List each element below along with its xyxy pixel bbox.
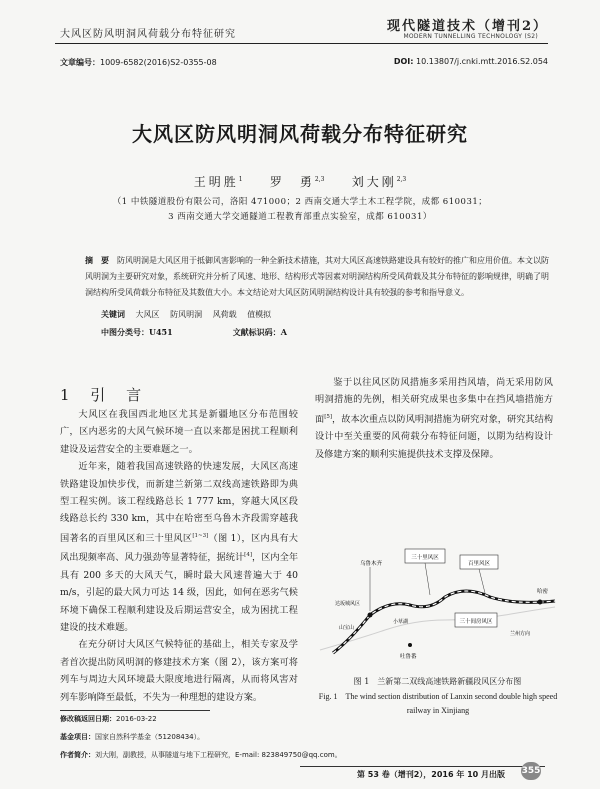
paper-title: 大风区防风明洞风荷载分布特征研究 (132, 122, 468, 146)
classification-line (101, 327, 287, 338)
author-list (0, 173, 600, 190)
footnote-label: 基金项目： (60, 733, 95, 741)
paragraph-text: 鉴于以往风区防风措施多采用挡风墙，尚无采用防风明洞措施的先例，相关研究成果也多集中在挡风墙措施方面 (315, 377, 553, 425)
label-daban: 达坂城风区 (335, 601, 361, 607)
terrain-line (320, 607, 555, 650)
article-number-value: 1009-6582(2016)S2-0355-08 (100, 58, 217, 67)
clc-label: 中图分类号： (101, 327, 149, 337)
paragraph-text: 近年来，随着我国高速铁路的快速发展，大风区高速铁路建设加快步伐，而新建兰新第二双线高速铁路即为典型工程实例。该工程线路总长 1 777 km，穿越大风区段线路总长约 330 km，其中在哈密至乌鲁木齐段需穿越我国著名的百里风区和三十里风区 (60, 461, 298, 544)
citation: [1~3] (192, 532, 209, 539)
city-dot (408, 643, 412, 647)
keyword: 大风区 (135, 310, 160, 319)
label-baili: 百里风区 (467, 561, 491, 567)
paragraph: 在充分研讨大风区气候特征的基础上，相关专家及学者首次提出防风明洞的修建技术方案（图 2），该方案可将列车与周边大风环境最大限度地进行隔离，从而将风害对列车影响降至最低，不失为一种理想的建设方案。 (60, 639, 298, 703)
abstract (85, 252, 555, 301)
author-affil-mark: 2,3 (314, 176, 325, 183)
paragraph-text: （图 1），区内具有大风出现频率高、风力强劲等显著特征，据统计 (60, 532, 298, 564)
right-column (315, 374, 553, 463)
running-header-title: 大风区防风明洞风荷载分布特征研究 (60, 29, 236, 40)
doi-value: 10.13807/j.cnki.mtt.2016.S2.054 (416, 57, 548, 66)
citation: [5] (324, 413, 333, 420)
clc-value: U451 (149, 327, 173, 337)
author-name: 刘大刚 (351, 175, 397, 189)
abstract-label: 摘 要 (85, 255, 109, 265)
keyword: 风荷载 (212, 310, 237, 319)
journal-name-en: MODERN TUNNELLING TECHNOLOGY (S2) (403, 33, 538, 40)
label-tulufan: 吐鲁番 (400, 654, 417, 660)
section-heading: 1 引 言 (60, 386, 150, 404)
article-number-label: 文章编号： (60, 58, 100, 67)
paragraph-text: ，区内全年具有 200 多天的大风天气，瞬时最大风速普遍大于 40 m/s，引起的最大风力可达 14 级，因此，如何在恶劣气候环境下确保工程顺利建设及后期运营安全，成为困扰工程建设的技术难题。 (60, 552, 299, 633)
keyword: 防风明洞 (170, 310, 203, 319)
city-dot (538, 600, 543, 605)
paragraph (315, 374, 553, 463)
article-number (60, 57, 217, 68)
page-number: 355 (521, 762, 541, 780)
footnote-label: 作者简介： (60, 751, 95, 759)
paragraph: 大风区在我国西北地区尤其是新疆地区分布范围较广，区内恶劣的大风气候环境一直以来都是困扰工程顺利建设及运营安全的主要难题之一。 (60, 409, 298, 455)
citation: [4] (244, 552, 252, 559)
label-wulumuqi: 乌鲁木齐 (360, 561, 383, 567)
footnote-author (60, 750, 342, 760)
leader-line (479, 569, 485, 593)
keywords (101, 309, 279, 320)
label-lanzhou: 兰州方向 (510, 631, 531, 637)
abstract-text: 防风明洞是大风区用于抵御风害影响的一种全新技术措施，其对大风区高速铁路建设具有较好的推广和应用价值。本文以防风明洞为主要研究对象，系统研究并分析了风速、地形、结构形式等因素对明洞结构所受风荷载及其分布特征的影响规律，明确了明洞结构所受风荷载分布特征及其数值大小。本文结论对大风区防风明洞结构设计具有较强的参考和指导意义。 (85, 256, 549, 297)
author-name: 王明胜 (193, 175, 239, 189)
wind-zone-map-figure (315, 545, 560, 665)
journal-name-cn: 现代隧道技术（增刊2） (386, 19, 548, 34)
affiliation-line: 3 西南交通大学交通隧道工程教育部重点实验室，成都 610031） (168, 212, 432, 222)
figure-caption-cn: 图 1 兰新第二双线高速铁路新疆段风区分布图 (353, 677, 522, 686)
author-affil-mark: 1 (238, 176, 243, 183)
paragraph-text: ，故本次重点以防风明洞措施为研究对象，研究其结构设计中至关重要的风荷载分布特征问题，以期为结构设计及修建方案的顺利实施提供技术支撑及保障。 (315, 413, 554, 460)
author-name: 罗 勇 (269, 175, 315, 189)
label-sanshi: 三十间房风区 (459, 619, 493, 625)
footnote-rule (60, 710, 210, 711)
footer-issue: 第 53 卷（增刊2），2016 年 10 月出版 (357, 770, 506, 779)
figure-caption-en: Fig. 1 The wind section distribution of Lanxin second double high speed railway in Xinjiang (318, 692, 558, 715)
label-xiaocaohu: 小草湖 (393, 619, 409, 625)
footer-rule (300, 766, 545, 767)
railway-line (333, 591, 555, 653)
footnote-value: 国家自然科学基金（51208434）。 (95, 733, 205, 741)
footnote-received (60, 714, 157, 724)
doc-code-label: 文献标识码： (232, 327, 281, 337)
label-hami: 哈密 (537, 589, 549, 595)
keywords-label: 关键词 (101, 309, 125, 319)
doi (394, 57, 548, 66)
leader-line (425, 563, 430, 595)
label-shanbaoshan: 山宝山 (339, 625, 355, 631)
author-affil-mark: 2,3 (396, 176, 407, 183)
affiliation-line: （1 中铁隧道股份有限公司，洛阳 471000；2 西南交通大学土木工程学院，成都 610031； (112, 197, 488, 207)
city-dot (368, 613, 373, 618)
paragraph (60, 458, 298, 636)
doc-code-value: A (280, 327, 287, 337)
doi-label: DOI: (393, 57, 414, 66)
railway-line-dash (333, 591, 555, 653)
footnote-value: 2016-03-22 (116, 715, 157, 723)
footnote-value: 刘大刚，副教授，从事隧道与地下工程研究，E-mail: 823849750@qq.com。 (95, 751, 342, 759)
keyword: 值模拟 (247, 310, 272, 319)
left-column (60, 406, 298, 706)
label-sanshili: 三十里风区 (411, 555, 439, 561)
footnote-fund (60, 732, 204, 742)
header-rule (55, 43, 548, 44)
footnote-label: 修改稿返回日期： (60, 715, 116, 723)
